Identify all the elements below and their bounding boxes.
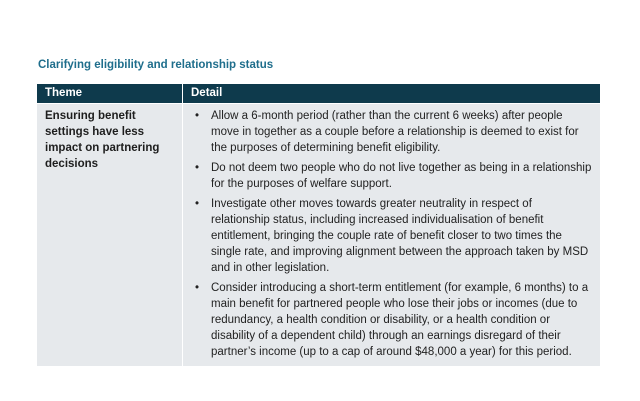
detail-cell [183, 104, 600, 366]
table-header [37, 84, 600, 103]
detail-bullet-item [189, 160, 592, 192]
bullet-icon: • [195, 162, 200, 174]
detail-bullet-text: Consider introducing a short-term entitlement (for example, 6 months) to a main benefit for partnered people who lose their jobs or incomes (due to redundancy, a health condition or disability, or a health condition or disability of a dependent child) through an earnings disregard of their partner’s income (up to a cap of around $48,000 a year) for this period. [211, 282, 589, 358]
table-row [37, 103, 600, 366]
detail-bullet-list [189, 108, 592, 360]
detail-bullet-item [189, 108, 592, 156]
section-title: Clarifying eligibility and relationship status [38, 59, 274, 71]
policy-table [37, 84, 600, 366]
column-header-theme: Theme [37, 84, 183, 103]
detail-bullet-text: Do not deem two people who do not live together as being in a relationship for the purposes of welfare support. [211, 162, 592, 190]
bullet-icon: • [195, 110, 200, 122]
detail-bullet-item [189, 280, 592, 360]
bullet-icon: • [195, 282, 200, 294]
detail-bullet-item [189, 196, 592, 276]
detail-bullet-text: Allow a 6-month period (rather than the current 6 weeks) after people move in together as a couple before a relationship is deemed to exist for the purposes of determining benefit eligibility. [211, 110, 579, 154]
bullet-icon: • [195, 198, 200, 210]
detail-bullet-text: Investigate other moves towards greater neutrality in respect of relationship status, including increased individualisation of benefit entitlement, bringing the couple rate of benefit closer to two times the single rate, and improving alignment between the approach taken by MSD and in other legislation. [211, 198, 589, 274]
column-header-detail: Detail [191, 87, 223, 99]
theme-cell: Ensuring benefit settings have less impact on partnering decisions [37, 104, 183, 366]
